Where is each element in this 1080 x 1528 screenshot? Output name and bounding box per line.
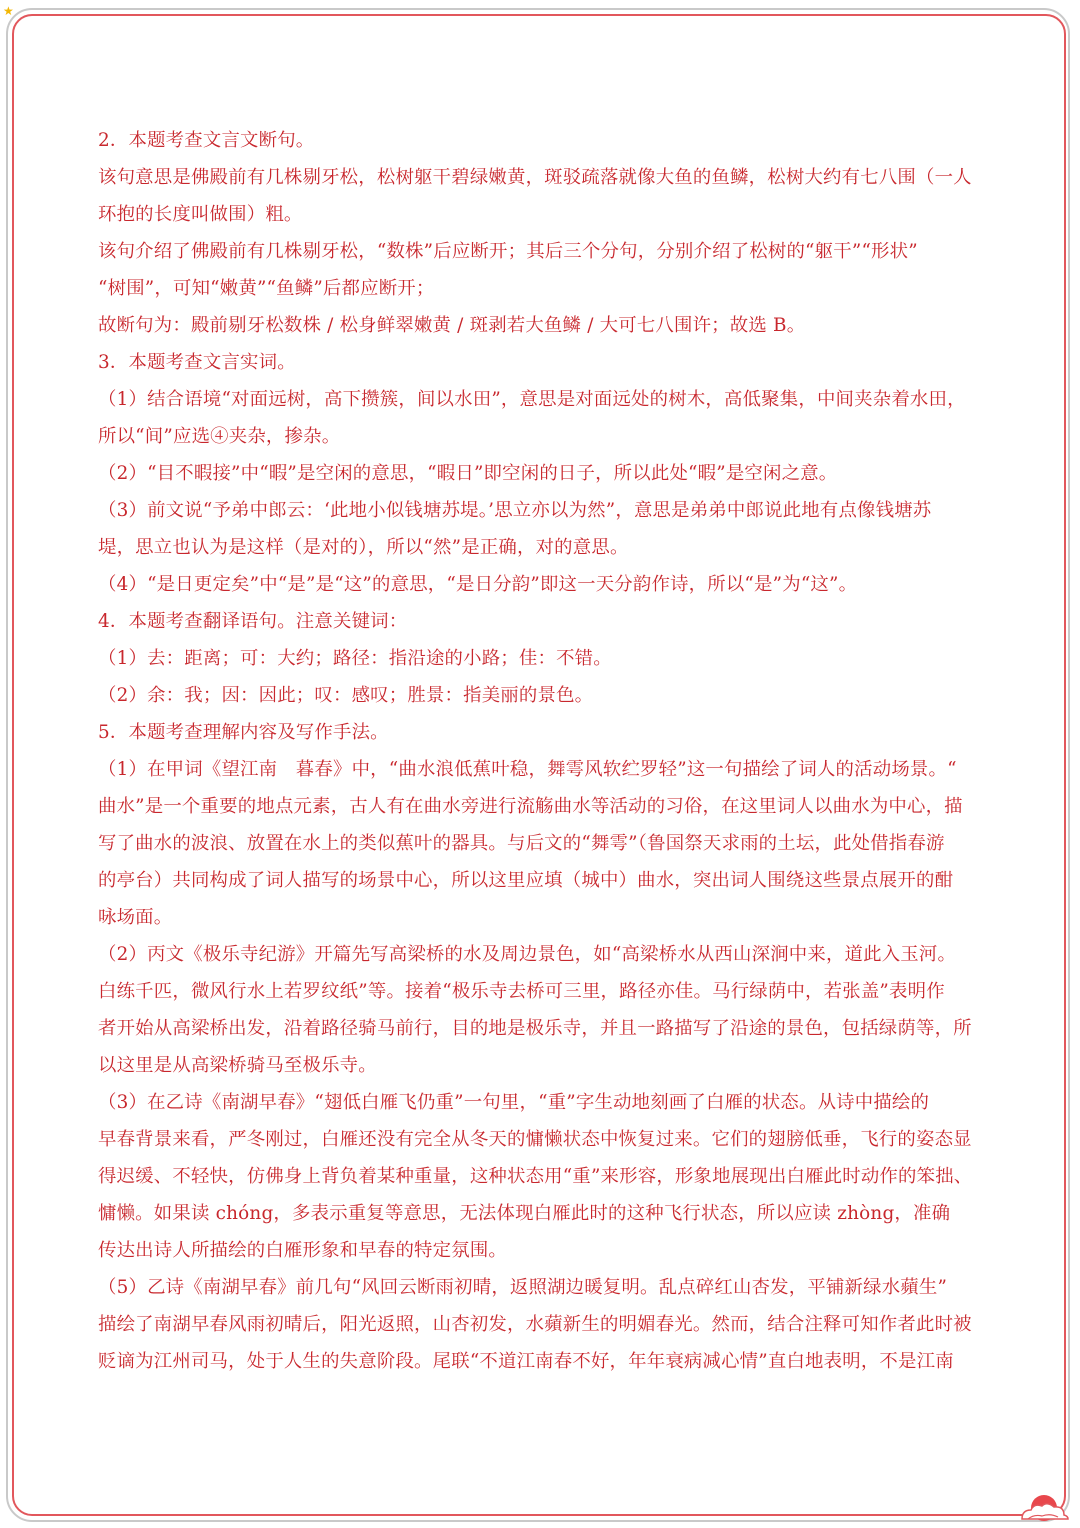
text-line: 5．本题考查理解内容及写作手法。 <box>98 722 389 743</box>
text-line: 堤，思立也认为是这样（是对的），所以“然”是正确，对的意思。 <box>98 537 629 558</box>
text-line: 描绘了南湖早春风雨初晴后，阳光返照，山杏初发，水蘋新生的明媚春光。然而，结合注释可知作者此时被 <box>98 1314 972 1335</box>
text-line: （1）在甲词《望江南 暮春》中，“曲水浪低蕉叶稳，舞雩风软纻罗轻”这一句描绘了词人的活动场景。“ <box>98 759 957 780</box>
text-line: 该句意思是佛殿前有几株剔牙松，松树躯干碧绿嫩黄，斑驳疏落就像大鱼的鱼鳞，松树大约有七八围（一人 <box>98 167 972 188</box>
text-line: （2）“目不暇接”中“暇”是空闲的意思，“暇日”即空闲的日子，所以此处“暇”是空闲之意。 <box>98 463 838 484</box>
text-line: 3．本题考查文言实词。 <box>98 352 296 373</box>
text-line: （1）结合语境“对面远树，高下攒簇，间以水田”，意思是对面远处的树木，高低聚集，中间夹杂着水田， <box>98 389 966 410</box>
text-line: 2．本题考查文言文断句。 <box>98 130 315 151</box>
text-line: 写了曲水的波浪、放置在水上的类似蕉叶的器具。与后文的“舞雩”（鲁国祭天求雨的土坛，此处借指春游 <box>98 833 945 854</box>
text-line: 贬谪为江州司马，处于人生的失意阶段。尾联“不道江南春不好，年年衰病减心情”直白地表明，不是江南 <box>98 1351 954 1372</box>
text-line: （2）丙文《极乐寺纪游》开篇先写高梁桥的水及周边景色，如“高梁桥水从西山深涧中来，道此入玉河。 <box>98 944 957 965</box>
text-line: （1）去：距离；可：大约；路径：指沿途的小路；佳：不错。 <box>98 648 612 669</box>
text-line: 以这里是从高梁桥骑马至极乐寺。 <box>98 1055 377 1076</box>
answer-explanation-text <box>98 122 988 1380</box>
sun-cloud-icon <box>1014 1488 1070 1522</box>
text-line: 的亭台）共同构成了词人描写的场景中心，所以这里应填（城中）曲水，突出词人围绕这些景点展开的酣 <box>98 870 954 891</box>
text-line: 曲水”是一个重要的地点元素，古人有在曲水旁进行流觞曲水等活动的习俗，在这里词人以曲水为中心，描 <box>98 796 963 817</box>
text-line: 该句介绍了佛殿前有几株剔牙松，“数株”后应断开；其后三个分句，分别介绍了松树的“躯干”“形状” <box>98 241 918 262</box>
text-line: “树围”，可知“嫩黄”“鱼鳞”后都应断开； <box>98 278 435 299</box>
text-line: 得迟缓、不轻快，仿佛身上背负着某种重量，这种状态用“重”来形容，形象地展现出白雁此时动作的笨拙、 <box>98 1166 973 1187</box>
text-line: 早春背景来看，严冬刚过，白雁还没有完全从冬天的慵懒状态中恢复过来。它们的翅膀低垂，飞行的姿态显 <box>98 1129 972 1150</box>
text-line: 白练千匹，微风行水上若罗纹纸”等。接着“极乐寺去桥可三里，路径亦佳。马行绿荫中，若张盖”表明作 <box>98 981 945 1002</box>
text-line: 传达出诗人所描绘的白雁形象和早春的特定氛围。 <box>98 1240 507 1261</box>
text-line: （3）前文说“予弟中郎云：‘此地小似钱塘苏堤。’思立亦以为然”，意思是弟弟中郎说此地有点像钱塘苏 <box>98 500 932 521</box>
text-line: （3）在乙诗《南湖早春》“翅低白雁飞仍重”一句里，“重”字生动地刻画了白雁的状态。从诗中描绘的 <box>98 1092 930 1113</box>
text-line: 4．本题考查翻译语句。注意关键词： <box>98 611 408 632</box>
text-line: 慵懒。如果读 chóng，多表示重复等意思，无法体现白雁此时的这种飞行状态，所以应读 zhòng，准确 <box>98 1203 951 1224</box>
text-line: 故断句为：殿前剔牙松数株 / 松身鲜翠嫩黄 / 斑剥若大鱼鳞 / 大可七八围许；故选 B。 <box>98 315 806 336</box>
text-line: （2）余：我；因：因此；叹：感叹；胜景：指美丽的景色。 <box>98 685 594 706</box>
text-line: 咏场面。 <box>98 907 173 928</box>
text-line: 者开始从高梁桥出发，沿着路径骑马前行，目的地是极乐寺，并且一路描写了沿途的景色，包括绿荫等，所 <box>98 1018 972 1039</box>
text-line: 所以“间”应选④夹杂，掺杂。 <box>98 426 341 447</box>
star-icon: ★ <box>3 4 14 18</box>
text-line: 环抱的长度叫做围）粗。 <box>98 204 303 225</box>
text-line: （4）“是日更定矣”中“是”是“这”的意思，“是日分韵”即这一天分韵作诗，所以“是”为“这”。 <box>98 574 858 595</box>
text-line: （5）乙诗《南湖早春》前几句“风回云断雨初晴，返照湖边暖复明。乱点碎红山杏发，平铺新绿水蘋生” <box>98 1277 948 1298</box>
